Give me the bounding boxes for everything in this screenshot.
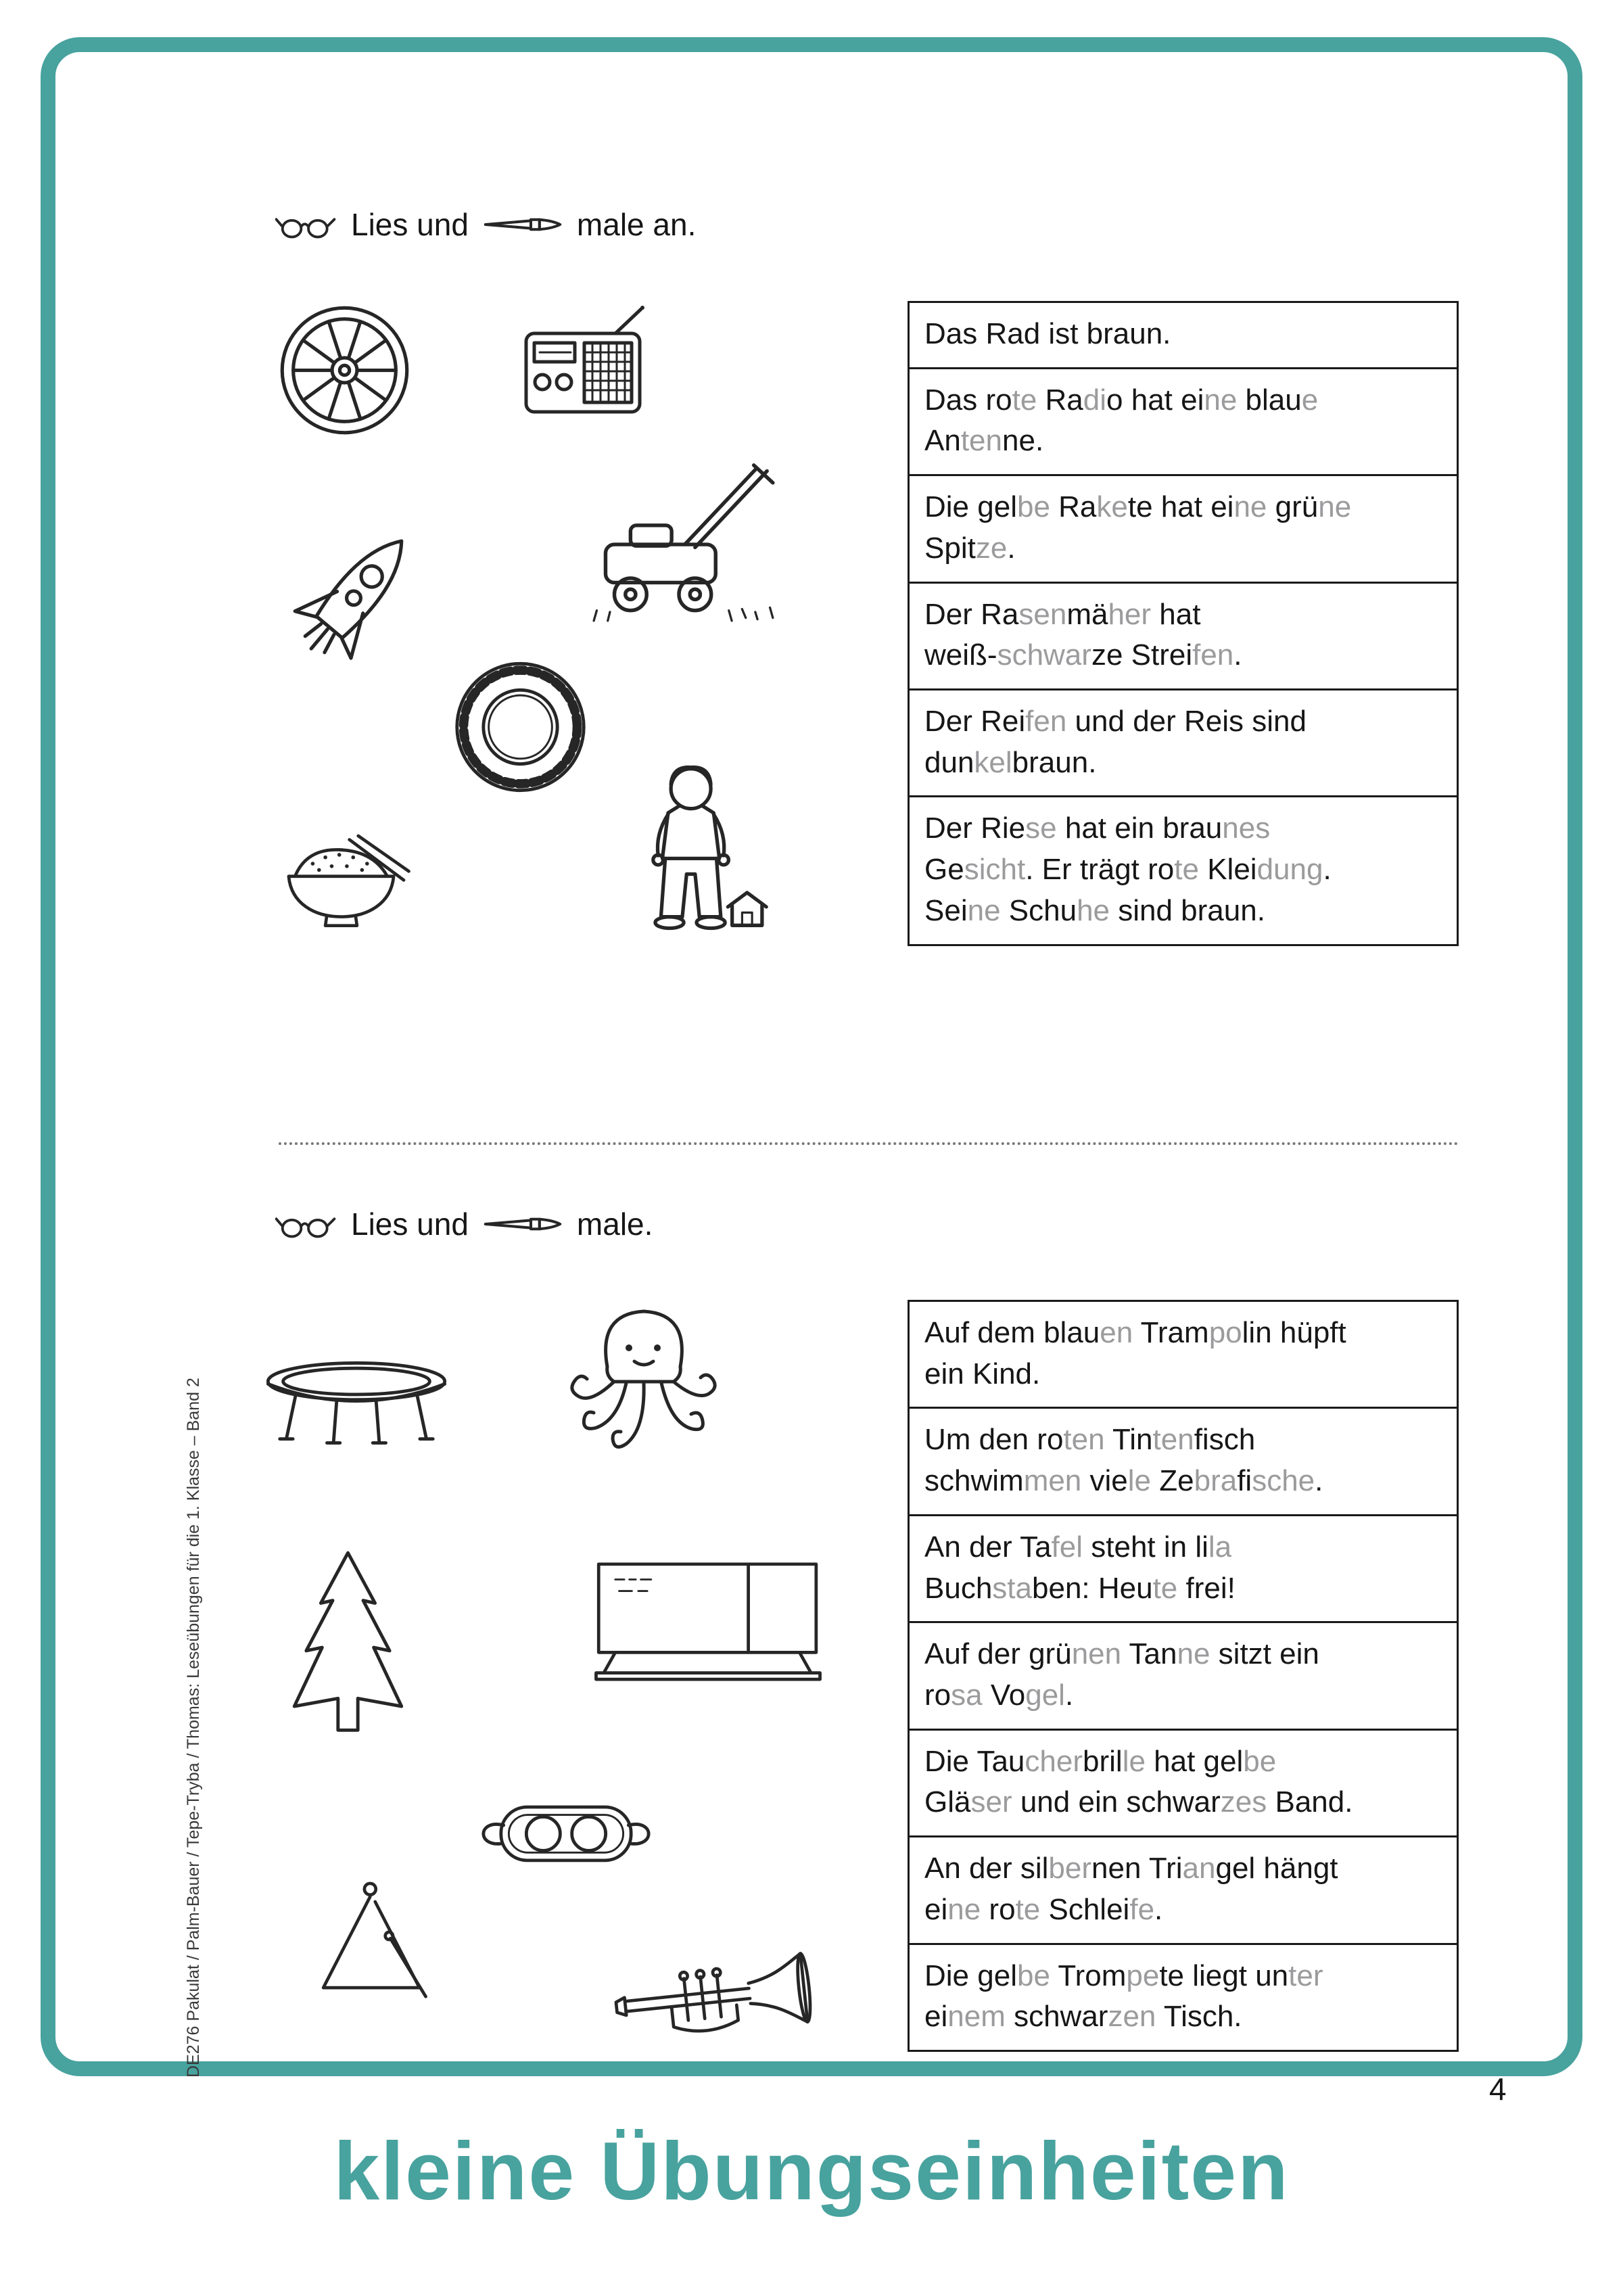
syllable-gray: pe [1126,1959,1160,1992]
triangle-illustration [296,1871,441,2010]
syllable-black: Klei [1198,853,1257,887]
syllable-gray: la [1208,1530,1232,1564]
syllable-black: frei! [1177,1571,1236,1605]
syllable-black: ei [924,2000,948,2034]
syllable-gray: ten [1152,1423,1194,1457]
syllable-gray: gel [1025,1679,1065,1712]
syllable-gray: ke [1096,490,1128,524]
tire-illustration [451,647,590,806]
syllable-black: Glä [924,1785,971,1819]
syllable-black: Spit [924,531,976,565]
edition-credit: DE276 Pakulat / Palm-Bauer / Tepe-Tryba / Thomas: Leseübungen für die 1. Klasse – Band 2 [184,1378,203,2078]
syllable-gray: men [1023,1464,1082,1498]
syllable-black: ro [981,1892,1016,1926]
rice-bowl-illustration [268,820,414,938]
diving-goggles-illustration [481,1777,651,1888]
syllable-black: nen Tri [1091,1852,1183,1885]
syllable-black: Schlei [1040,1892,1130,1926]
syllable-gray: be [1016,1959,1050,1992]
syllable-gray: an [1182,1852,1216,1885]
syllable-gray: te [1015,1892,1041,1926]
syllable-black: ein Kind. [924,1357,1041,1390]
instruction-1-read: Lies und [351,207,469,242]
trampoline-illustration [255,1347,458,1459]
rocket-illustration [255,512,458,695]
syllable-black: Tan [1121,1637,1177,1671]
giant-illustration [617,759,776,962]
series-title: kleine Übungseinheiten [333,2125,1290,2217]
syllable-gray: ber [1048,1852,1092,1885]
syllable-gray: be [1243,1744,1277,1778]
syllable-black: hat [1151,597,1201,631]
syllable-gray: he [1077,893,1110,927]
syllable-gray: ze [975,531,1008,565]
syllable-black: Sei [924,893,968,927]
syllable-gray: her [1108,597,1152,631]
syllable-gray: zes [1220,1785,1267,1819]
syllable-gray: ne [1204,383,1238,417]
syllable-gray: te [1174,853,1199,887]
sentence-row [910,690,1457,797]
syllable-black: gel hängt [1215,1852,1338,1885]
syllable-black: . [1315,1464,1323,1498]
syllable-black: fi [1237,1464,1252,1498]
syllable-black: dun [924,745,974,779]
syllable-black: Das ro [924,383,1012,417]
syllable-black: Vo [982,1679,1026,1712]
syllable-gray: ter [1288,1959,1323,1992]
sentence-row [910,1837,1457,1944]
syllable-black: Das Rad ist braun. [924,317,1171,350]
syllable-gray: sicht [964,853,1026,887]
page-number: 4 [1489,2071,1507,2107]
syllable-gray: ser [970,1785,1012,1819]
syllable-gray: e [1301,383,1319,417]
syllable-black: Ze [1151,1464,1194,1498]
syllable-gray: sa [951,1679,983,1712]
lawnmower-illustration [583,458,793,630]
syllable-gray: fe [1129,1892,1155,1926]
sentence-row [910,797,1457,943]
syllable-black: und ein schwar [1012,1785,1221,1819]
sentence-table-2 [908,1300,1459,2052]
syllable-gray: fen [1192,638,1234,672]
syllable-black: sitzt ein [1210,1637,1319,1671]
trumpet-illustration [610,1946,826,2057]
syllable-black: . Er trägt ro [1025,853,1175,887]
syllable-gray: schwar [997,638,1091,672]
glasses-icon [275,1206,337,1242]
syllable-black: An der sil [924,1852,1049,1885]
syllable-black: Auf dem blau [924,1316,1100,1349]
syllable-black: Der Ra [924,597,1019,631]
syllable-black: lin hüpft [1242,1316,1346,1349]
syllable-black: Ra [1050,490,1097,524]
syllable-gray: ne [967,893,1001,927]
syllable-gray: be [1016,490,1050,524]
instruction-2-read: Lies und [351,1206,469,1242]
instruction-2-paint: male. [576,1206,653,1242]
syllable-black: Tisch. [1156,2000,1242,2034]
syllable-gray: fel [1051,1530,1083,1564]
syllable-gray: nem [947,2000,1006,2034]
syllable-black: Die Tau [924,1744,1025,1778]
syllable-black: te hat ei [1127,490,1234,524]
syllable-black: . [1323,853,1332,887]
syllable-black: steht in li [1083,1530,1208,1564]
glasses-icon [275,207,337,242]
syllable-gray: nes [1222,812,1271,845]
syllable-black: Um den ro [924,1423,1064,1457]
sentence-row [910,369,1457,476]
worksheet-frame [41,37,1582,2107]
syllable-black: . [1064,1679,1074,1712]
radio-illustration [515,304,654,422]
paintbrush-icon [482,212,563,237]
syllable-black: hat ein brau [1056,812,1223,845]
syllable-gray: le [1122,1744,1146,1778]
sentence-row [910,584,1457,690]
syllable-black: schwar [1005,2000,1108,2034]
syllable-black: Schu [1000,893,1077,927]
syllable-black: grü [1267,490,1319,524]
syllable-gray: ten [960,424,1002,458]
syllable-black: bril [1083,1744,1123,1778]
octopus-illustration [549,1296,738,1499]
syllable-gray: fen [1025,705,1067,739]
syllable-gray: dung [1256,853,1323,887]
syllable-black: mä [1066,597,1108,631]
syllable-gray: ne [1233,490,1267,524]
sentence-row [910,1945,1457,2050]
syllable-black: fisch [1194,1423,1256,1457]
syllable-black: Auf der grü [924,1637,1072,1671]
syllable-black: Buch [924,1571,993,1605]
syllable-gray: ne [947,1892,981,1926]
instruction-2 [275,1206,653,1242]
syllable-black: Die gel [924,490,1017,524]
blackboard-illustration [590,1553,826,1689]
syllable-gray: ne [1318,490,1352,524]
instruction-1-paint: male an. [576,207,697,242]
syllable-black: schwim [924,1464,1024,1498]
syllable-black: Tram [1133,1316,1209,1349]
syllable-gray: sche [1252,1464,1315,1498]
syllable-black: Ra [1037,383,1083,417]
syllable-black: ne. [1002,424,1044,458]
syllable-black: ze Strei [1091,638,1193,672]
sentence-row [910,1731,1457,1837]
syllable-gray: cher [1025,1744,1083,1778]
syllable-gray: sta [992,1571,1032,1605]
paintbrush-icon [482,1212,563,1236]
syllable-black: Der Rie [924,812,1026,845]
syllable-gray: kel [974,745,1012,779]
syllable-gray: te [1012,383,1037,417]
syllable-black: Der Rei [924,705,1026,739]
instruction-1 [275,206,696,243]
sentence-table-1 [908,301,1459,946]
syllable-gray: nen [1071,1637,1122,1671]
syllable-black: blau [1237,383,1302,417]
syllable-gray: ne [1177,1637,1210,1671]
sentence-row [910,1409,1457,1516]
syllable-black: braun. [1012,745,1097,779]
sentence-row [910,476,1457,583]
syllable-black: An der Ta [924,1530,1052,1564]
syllable-black: ro [924,1679,951,1712]
syllable-black: ben: Heu [1032,1571,1153,1605]
syllable-black: und der Reis sind [1066,705,1307,739]
syllable-gray: po [1208,1316,1242,1349]
syllable-black: hat gel [1145,1744,1244,1778]
syllable-gray: di [1083,383,1107,417]
syllable-black: . [1233,638,1242,672]
syllable-black: o hat ei [1106,383,1204,417]
syllable-gray: le [1127,1464,1152,1498]
sentence-row [910,1302,1457,1409]
syllable-black: ei [924,1892,948,1926]
syllable-gray: te [1152,1571,1178,1605]
sentence-row [910,303,1457,369]
syllable-black: Trom [1050,1959,1127,1992]
syllable-black: Band. [1267,1785,1353,1819]
sentence-row [910,1516,1457,1623]
wheel-illustration [275,301,414,440]
sentence-row [910,1623,1457,1730]
syllable-gray: se [1025,812,1057,845]
syllable-black: sind braun. [1110,893,1265,927]
syllable-black: Ge [924,853,964,887]
syllable-black: An [924,424,961,458]
syllable-black: vie [1081,1464,1128,1498]
fir-tree-illustration [272,1540,424,1756]
section-divider [279,1142,1459,1145]
syllable-black: Die gel [924,1959,1017,1992]
syllable-gray: en [1100,1316,1133,1349]
syllable-black: te liegt un [1159,1959,1289,1992]
syllable-gray: zen [1108,2000,1156,2034]
syllable-black: . [1007,531,1016,565]
syllable-black: weiß- [924,638,997,672]
syllable-gray: ten [1063,1423,1105,1457]
syllable-gray: sen [1018,597,1067,631]
syllable-black: . [1154,1892,1163,1926]
syllable-black: Tin [1104,1423,1153,1457]
syllable-gray: bra [1194,1464,1238,1498]
